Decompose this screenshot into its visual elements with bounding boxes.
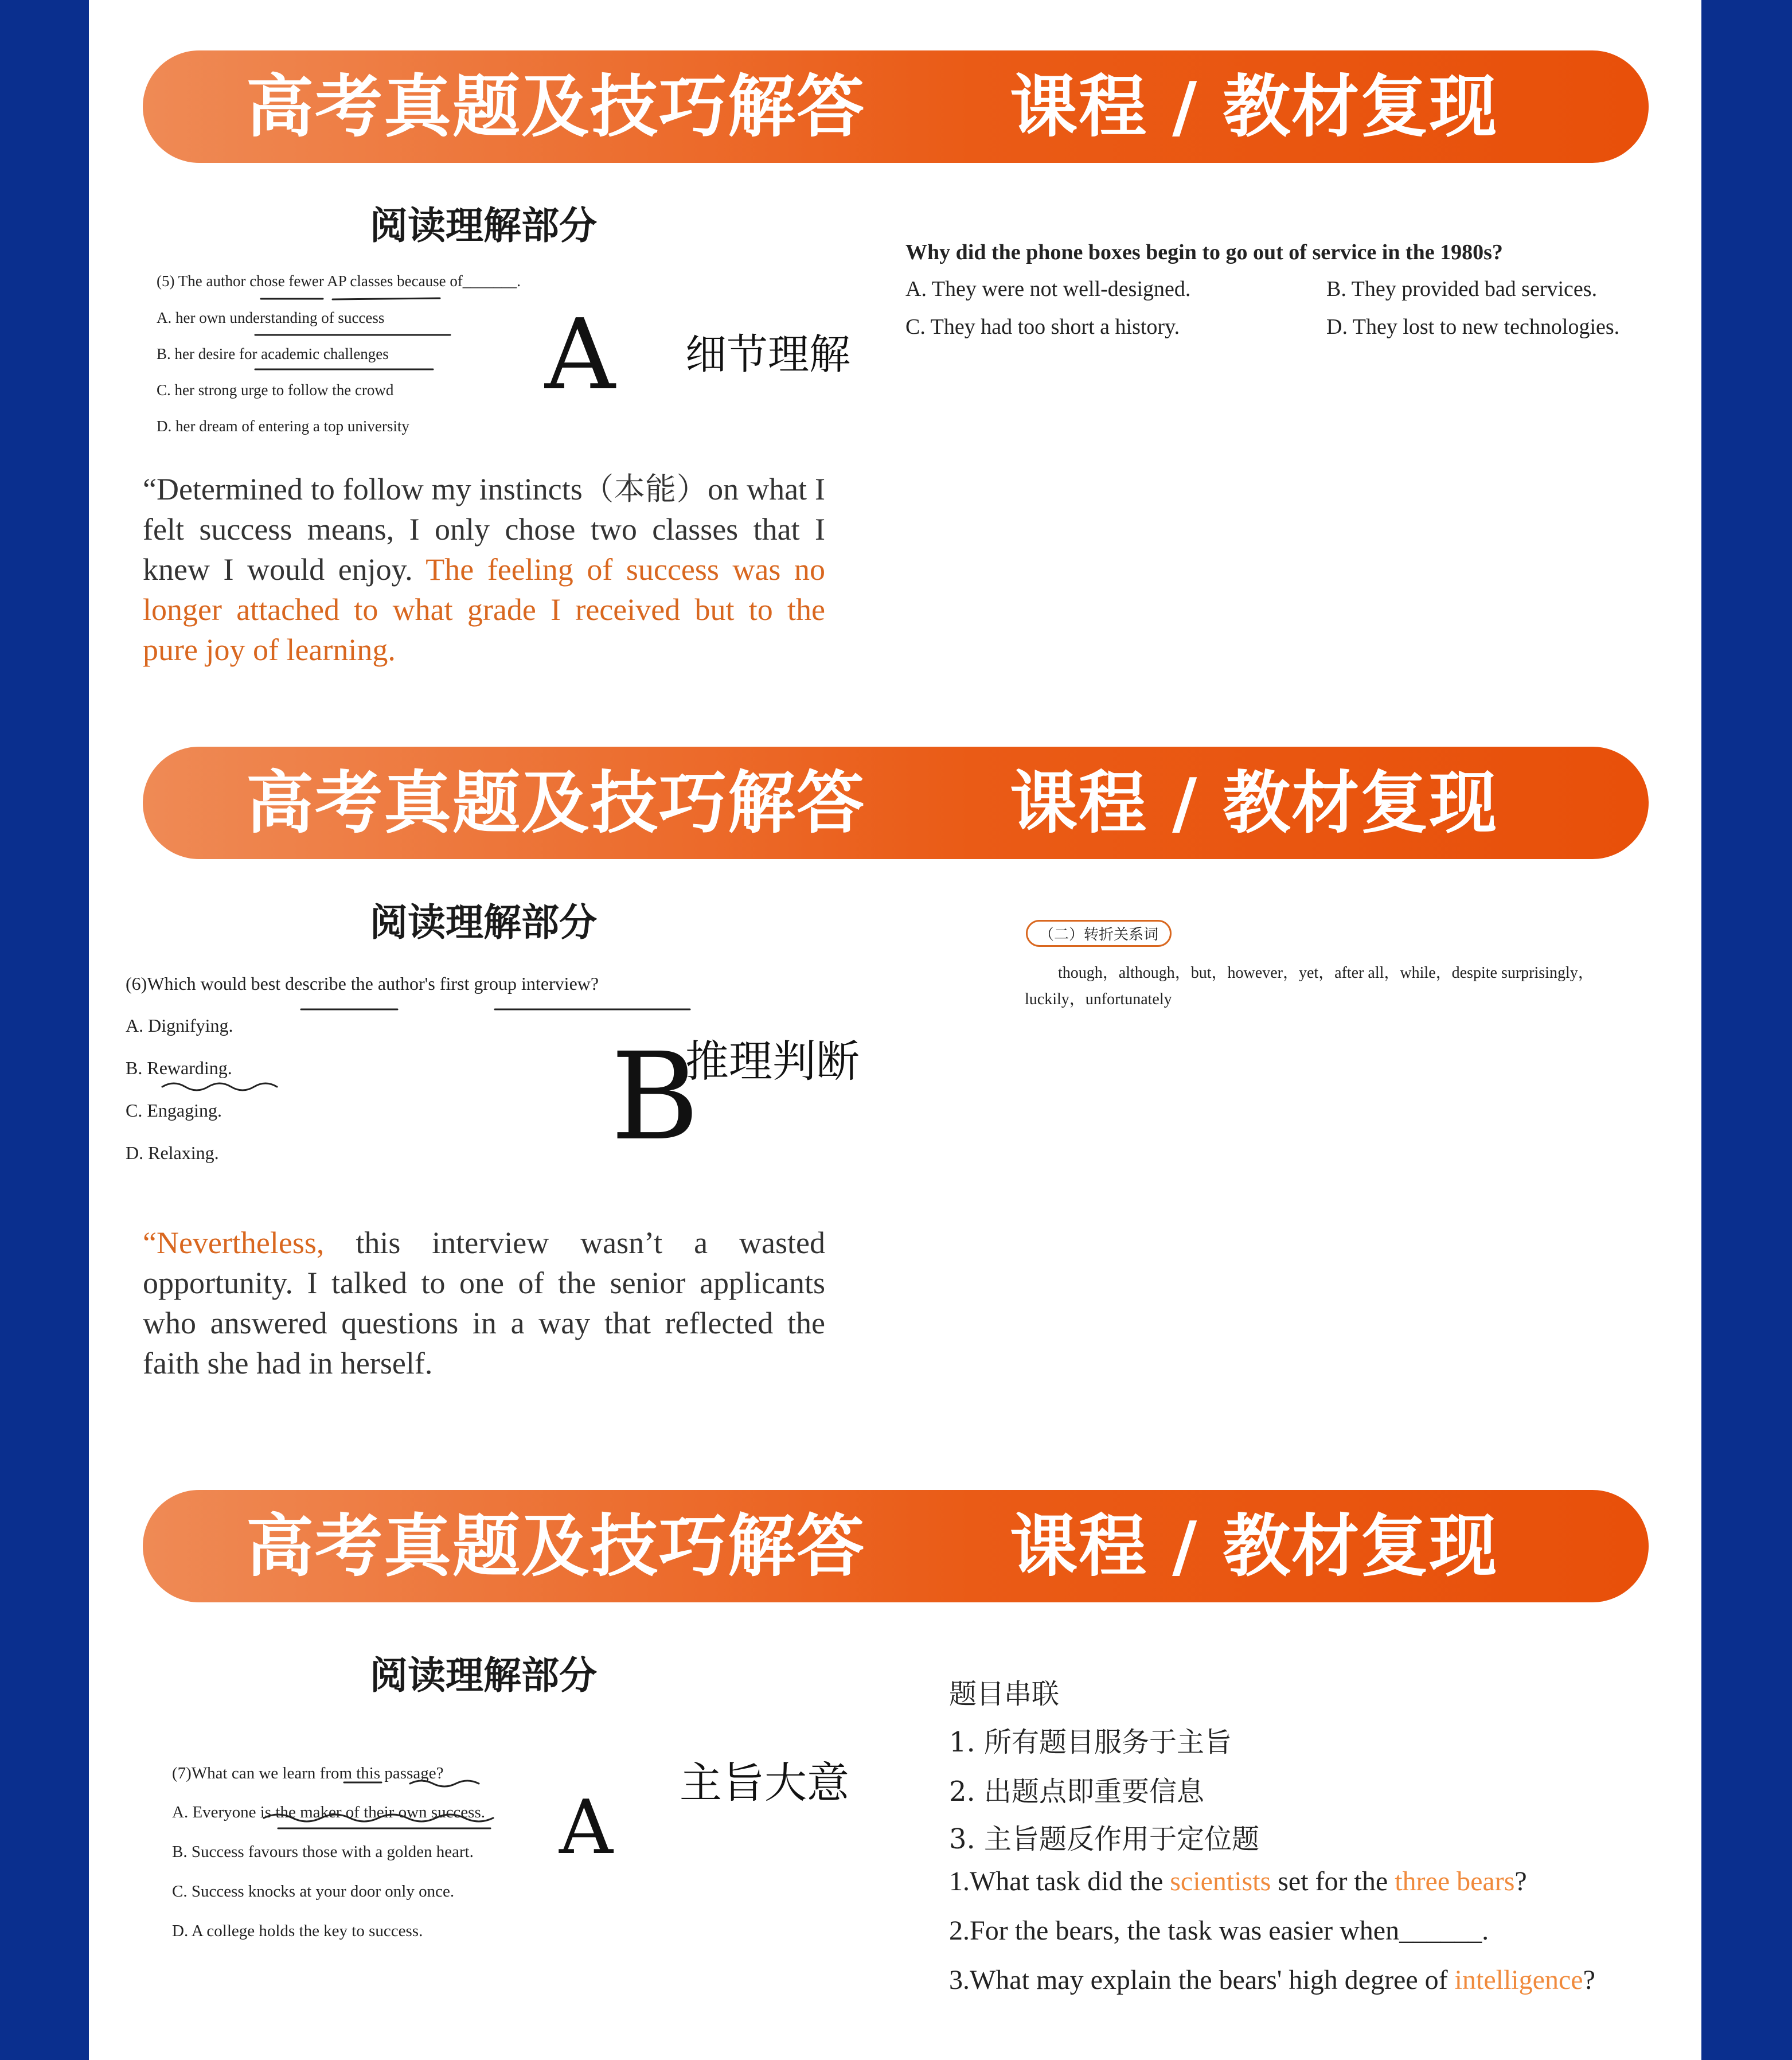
handwritten-answer-6: B (611, 1027, 700, 1167)
option-7-a: A. Everyone is the maker of their own success. (172, 1803, 486, 1821)
banner-left-title: 高考真题及技巧解答 (246, 67, 866, 146)
option-5-a: A. her own understanding of success (157, 309, 385, 326)
section-title-1: 阅读理解部分 (370, 204, 597, 248)
bear-q3-keyword-intelligence: intelligence (1454, 1965, 1583, 1995)
phone-option-b: B. They provided bad services. (1326, 277, 1598, 301)
handwritten-note-6: 推理判断 (685, 1036, 860, 1087)
handwritten-note-5: 细节理解 (685, 330, 851, 379)
question-5: (5) The author chose fewer AP classes because of_______. (157, 272, 521, 290)
bear-question-1 (949, 1866, 1527, 1897)
course-banner-3 (143, 1490, 1649, 1602)
option-5-d: D. her dream of entering a top university (157, 418, 409, 435)
option-7-b: B. Success favours those with a golden heart. (172, 1843, 474, 1861)
underline-q5-fewer (333, 298, 440, 299)
connective-category-tag: （二）转折关系词 (1026, 920, 1172, 947)
bear-q3-text: 3.What may explain the bears' high degree of (949, 1965, 1455, 1995)
bear-q1-end: ? (1514, 1866, 1527, 1897)
course-banner-1 (143, 50, 1649, 163)
course-banner-2 (143, 747, 1649, 859)
passage-excerpt-5 (143, 469, 825, 670)
handwritten-answer-5: A (545, 298, 615, 412)
passage-6-plain: this interview wasn’t a wasted opportunity. I talked to one of the senior applicants who answered questions in a way that reflected the faith she had in herself. (143, 1226, 825, 1380)
option-5-c: C. her strong urge to follow the crowd (157, 381, 394, 399)
bear-question-2: 2.For the bears, the task was easier when______. (949, 1915, 1489, 1946)
question-6: (6)Which would best describe the author's first group interview? (126, 973, 599, 994)
section-title-3: 阅读理解部分 (370, 1653, 597, 1698)
banner-left-title: 高考真题及技巧解答 (246, 1507, 866, 1586)
phone-option-d: D. They lost to new technologies. (1326, 315, 1620, 339)
banner-left-title: 高考真题及技巧解答 (246, 763, 866, 842)
phone-option-c: C. They had too short a history. (905, 315, 1180, 339)
question-7: (7)What can we learn from this passage? (172, 1764, 444, 1782)
content-sheet (89, 0, 1701, 2060)
option-5-b: B. her desire for academic challenges (157, 345, 389, 362)
link-item-1: 1. 所有题目服务于主旨 (949, 1726, 1232, 1758)
bear-q3-end: ? (1583, 1965, 1595, 1995)
option-6-c: C. Engaging. (126, 1100, 222, 1121)
handwritten-answer-7: A (559, 1784, 613, 1871)
passage-5-highlight: The feeling of success was no longer attached to what grade I received but to the pure joy of learning. (143, 552, 825, 667)
passage-excerpt-6 (143, 1223, 825, 1383)
banner-right-title: 课程 / 教材复现 (1010, 67, 1498, 146)
link-item-3: 3. 主旨题反作用于定位题 (949, 1823, 1260, 1855)
passage-5-plain: “Determined to follow my instincts（本能）on what I felt success means, I only chose two classes that I knew I would enjoy. (143, 472, 825, 587)
wavy-underline-option-6b (162, 1083, 277, 1090)
bear-q1-text-2: set for the (1271, 1866, 1395, 1897)
option-6-d: D. Relaxing. (126, 1142, 219, 1163)
bear-q1-keyword-bears: three bears (1395, 1866, 1515, 1897)
bear-question-3 (949, 1964, 1595, 1996)
banner-right-title: 课程 / 教材复现 (1010, 763, 1498, 842)
option-6-a: A. Dignifying. (126, 1015, 233, 1036)
bear-q1-keyword-scientists: scientists (1170, 1866, 1271, 1897)
passage-6-highlight: “Nevertheless, (143, 1226, 356, 1260)
phone-box-question: Why did the phone boxes begin to go out of service in the 1980s? (905, 240, 1503, 264)
connectives-line-2: luckily，unfortunately (1025, 990, 1172, 1008)
option-6-b: B. Rewarding. (126, 1058, 232, 1078)
link-item-2: 2. 出题点即重要信息 (949, 1776, 1205, 1808)
handwritten-note-7: 主旨大意 (680, 1758, 849, 1808)
section-title-2: 阅读理解部分 (370, 900, 597, 945)
option-7-c: C. Success knocks at your door only once. (172, 1882, 455, 1901)
phone-option-a: A. They were not well-designed. (905, 277, 1191, 301)
banner-right-title: 课程 / 教材复现 (1010, 1507, 1498, 1586)
bear-q1-text: 1.What task did the (949, 1866, 1170, 1897)
option-7-d: D. A college holds the key to success. (172, 1922, 423, 1940)
link-list-title: 题目串联 (949, 1678, 1060, 1710)
connectives-line-1: though，although，but，however，yet，after all，while，despite surprisingly， (1058, 964, 1594, 982)
